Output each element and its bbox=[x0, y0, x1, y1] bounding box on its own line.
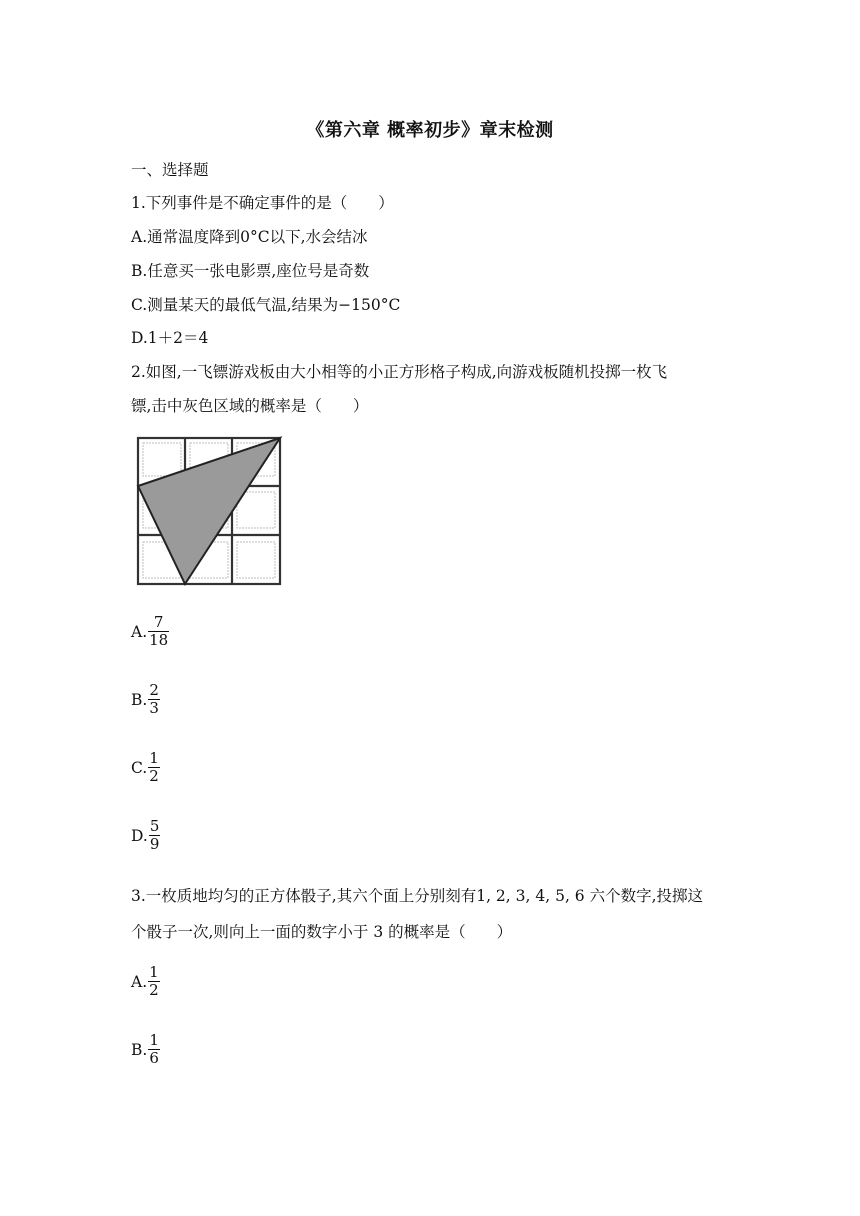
q2-option-b bbox=[131, 682, 160, 717]
numerator: 1 bbox=[149, 963, 159, 981]
option-label: D. bbox=[131, 826, 148, 845]
denominator: 2 bbox=[149, 767, 159, 785]
q2-option-c bbox=[131, 750, 160, 785]
denominator: 3 bbox=[149, 699, 159, 717]
q1-option-a: A.通常温度降到0°C以下,水会结冰 bbox=[131, 228, 368, 246]
fraction bbox=[148, 964, 160, 999]
numerator: 5 bbox=[149, 817, 160, 835]
page-title: 《第六章 概率初步》章末检测 bbox=[306, 120, 554, 141]
option-label: A. bbox=[131, 622, 148, 641]
numerator: 1 bbox=[149, 749, 159, 767]
option-label: A. bbox=[131, 972, 148, 991]
q3-option-b bbox=[131, 1032, 160, 1067]
q2-option-a bbox=[131, 614, 169, 649]
denominator: 9 bbox=[149, 835, 160, 853]
option-label: C. bbox=[131, 758, 148, 777]
q3-option-a bbox=[131, 964, 160, 999]
fraction bbox=[148, 1032, 160, 1067]
fraction bbox=[149, 818, 161, 853]
q1-option-c: C.测量某天的最低气温,结果为−150°C bbox=[131, 296, 401, 314]
denominator: 18 bbox=[149, 631, 169, 649]
option-label: B. bbox=[131, 690, 148, 709]
q3-stem-line1: 3.一枚质地均匀的正方体骰子,其六个面上分别刻有1, 2, 3, 4, 5, 6 六个数字,投掷这 bbox=[131, 887, 704, 905]
denominator: 2 bbox=[149, 981, 159, 999]
q2-stem-line1: 2.如图,一飞镖游戏板由大小相等的小正方形格子构成,向游戏板随机投掷一枚飞 bbox=[131, 363, 668, 381]
fraction bbox=[148, 750, 160, 785]
q1-option-b: B.任意买一张电影票,座位号是奇数 bbox=[131, 262, 370, 280]
fraction bbox=[148, 614, 169, 649]
fraction bbox=[148, 682, 160, 717]
numerator: 1 bbox=[149, 1031, 159, 1049]
q1-stem: 1.下列事件是不确定事件的是（ ） bbox=[131, 194, 394, 212]
numerator: 7 bbox=[153, 613, 164, 631]
section-heading: 一、选择题 bbox=[131, 161, 209, 179]
q1-option-d: D.1＋2＝4 bbox=[131, 329, 209, 347]
q3-stem-line2: 个骰子一次,则向上一面的数字小于 3 的概率是（ ） bbox=[131, 923, 513, 941]
q2-stem-line2: 镖,击中灰色区域的概率是（ ） bbox=[131, 397, 369, 415]
denominator: 6 bbox=[149, 1049, 159, 1067]
numerator: 2 bbox=[149, 681, 159, 699]
dartboard-figure bbox=[130, 434, 286, 588]
option-label: B. bbox=[131, 1040, 148, 1059]
q2-option-d bbox=[131, 818, 160, 853]
